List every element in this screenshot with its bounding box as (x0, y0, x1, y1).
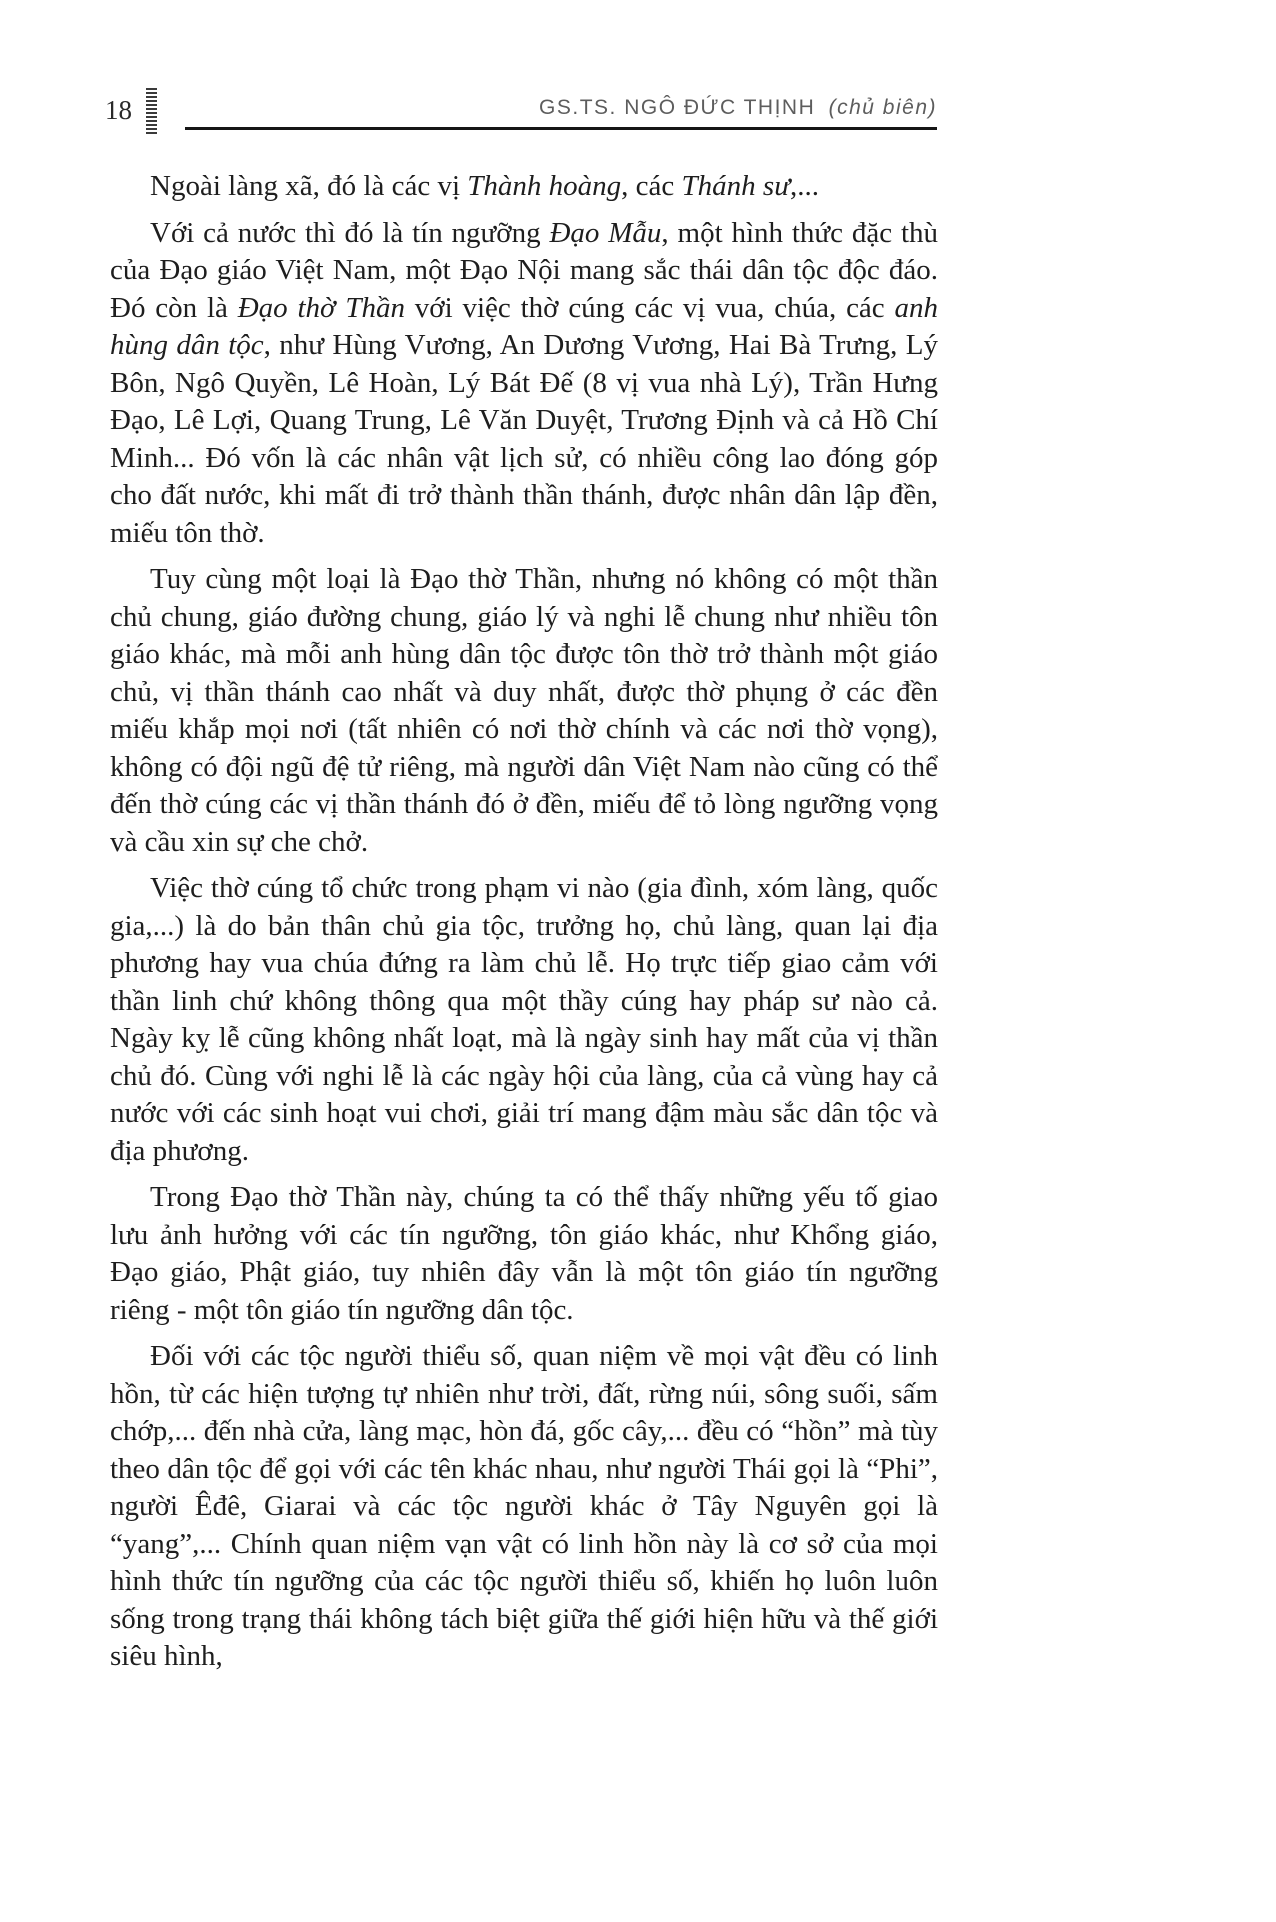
italic-text-run: Đạo thờ Thần (237, 291, 405, 324)
running-head (185, 96, 937, 120)
text-run: Với cả nước thì đó là tín ngưỡng (150, 216, 550, 249)
text-run: với việc thờ cúng các vị vua, chúa, các (404, 291, 895, 324)
paragraph (110, 1338, 938, 1676)
text-run: , các (621, 170, 682, 202)
text-run: ,... (790, 170, 820, 202)
page-header (105, 88, 937, 130)
italic-text-run: Thành hoàng (467, 170, 622, 202)
italic-text-run: anh hùng dân tộc (110, 291, 938, 361)
italic-text-run: Thánh sư (681, 170, 791, 202)
text-run: Việc thờ cúng tổ chức trong phạm vi nào (gia đình, xóm làng, quốc gia,...) là do bản thân chủ gia tộc, trưởng họ, chủ làng, quan lại địa phương hay vua chúa đứng ra làm chủ lễ. Họ trực tiếp giao cảm với thần linh chứ không thông qua một thầy cúng hay pháp sư nào cả. Ngày kỵ lễ cũng không nhất loạt, mà là ngày sinh hay mất của vị thần chủ đó. Cùng với nghi lễ là các ngày hội của làng, của cả vùng hay cả nước với các sinh hoạt vui chơi, giải trí mang đậm màu sắc dân tộc và địa phương. (110, 872, 938, 1167)
text-run: Ngoài làng xã, đó là các vị (150, 170, 468, 202)
italic-text-run: Đạo Mẫu (549, 216, 662, 249)
text-run: , một hình thức đặc thù của Đạo giáo Việt Nam, một Đạo Nội mang sắc thái dân tộc độc đáo. Đó còn là (110, 216, 939, 324)
running-head-role: (chủ biên) (828, 96, 937, 119)
paragraph (110, 1179, 938, 1329)
text-run: Trong Đạo thờ Thần này, chúng ta có thể thấy những yếu tố giao lưu ảnh hưởng với các tín ngưỡng, tôn giáo khác, như Khổng giáo, Đạo giáo, Phật giáo, tuy nhiên đây vẫn là một tôn giáo tín ngưỡng riêng - một tôn giáo tín ngưỡng dân tộc. (110, 1181, 938, 1326)
text-run: , như Hùng Vương, An Dương Vương, Hai Bà Trưng, Lý Bôn, Ngô Quyền, Lê Hoàn, Lý Bát Đế (8 vị vua nhà Lý), Trần Hưng Đạo, Lê Lợi, Quang Trung, Lê Văn Duyệt, Trương Định và cả Hồ Chí Minh... Đó vốn là các nhân vật lịch sử, có nhiều công lao đóng góp cho đất nước, khi mất đi trở thành thần thánh, được nhân dân lập đền, miếu tôn thờ. (110, 329, 938, 549)
page-number: 18 (105, 95, 132, 125)
running-head-author: GS.TS. NGÔ ĐỨC THỊNH (539, 96, 816, 119)
text-run: Đối với các tộc người thiểu số, quan niệm về mọi vật đều có linh hồn, từ các hiện tượng tự nhiên như trời, đất, rừng núi, sông suối, sấm chớp,... đến nhà cửa, làng mạc, hòn đá, gốc cây,... đều có “hồn” mà tùy theo dân tộc để gọi với các tên khác nhau, như người Thái gọi là “Phi”, người Êđê, Giarai và các tộc người khác ở Tây Nguyên gọi là “yang”,... Chính quan niệm vạn vật có linh hồn này là cơ sở của mọi hình thức tín ngưỡng của các tộc người thiểu số, khiến họ luôn luôn sống trong trạng thái không tách biệt giữa thế giới hiện hữu và thế giới siêu hình, (110, 1340, 938, 1672)
text-run: Tuy cùng một loại là Đạo thờ Thần, nhưng nó không có một thần chủ chung, giáo đường chung, giáo lý và nghi lễ chung như nhiều tôn giáo khác, mà mỗi anh hùng dân tộc được tôn thờ trở thành một giáo chủ, vị thần thánh cao nhất và duy nhất, được thờ phụng ở các đền miếu khắp mọi nơi (tất nhiên có nơi thờ chính và các nơi thờ vọng), không có đội ngũ đệ tử riêng, mà người dân Việt Nam nào cũng có thể đến thờ cúng các vị thần thánh đó ở đền, miếu để tỏ lòng ngưỡng vọng và cầu xin sự che chở. (110, 563, 938, 858)
header-rule (185, 96, 937, 130)
paragraph (110, 561, 938, 861)
paragraph (110, 168, 938, 206)
paragraph (110, 870, 938, 1170)
header-ornament-icon (146, 88, 157, 134)
body-text (110, 168, 938, 1676)
paragraph (110, 215, 938, 553)
